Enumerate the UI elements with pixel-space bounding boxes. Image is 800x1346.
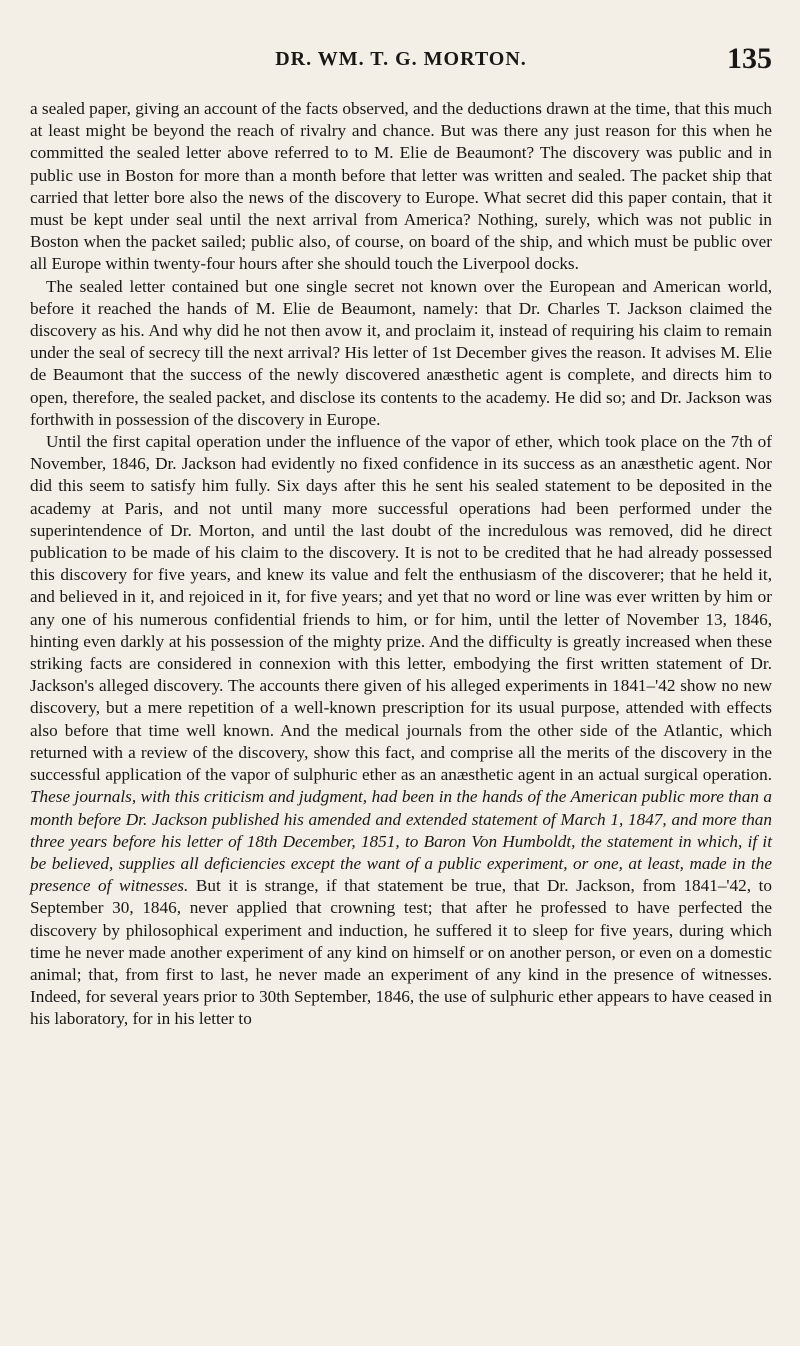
paragraph-3 (30, 431, 772, 1030)
body-text (30, 98, 772, 1031)
paragraph-3-text-b: But it is strange, if that statement be true, that Dr. Jackson, from 1841–'42, to September 30, 1846, never applied that crowning test; that after he professed to have perfected the discovery by philosophical experiment and induction, he suffered it to sleep for five years, during which time he never made another experiment of any kind on himself or on another person, or even on a domestic animal; that, from first to last, he never made an experiment of any kind in the presence of witnesses. Indeed, for several years prior to 30th September, 1846, the use of sulphuric ether appears to have ceased in his laboratory, for in his letter to (30, 876, 773, 1029)
paragraph-1: a sealed paper, giving an account of the facts observed, and the deductions drawn at the time, that this much at least might be beyond the reach of rivalry and chance. But was there any just reason for this when he committed the sealed letter above referred to to M. Elie de Beaumont? The discovery was public and in public use in Boston for more than a month before that letter was written and sealed. The packet ship that carried that letter bore also the news of the discovery to Europe. What secret did this paper contain, that it must be kept under seal until the next arrival from America? Nothing, surely, which was not public in Boston when the packet sailed; public also, of course, on board of the ship, and which must be public over all Europe within twenty-four hours after she should touch the Liverpool docks. (30, 99, 772, 274)
paragraph-3-text-a: Until the first capital operation under the influence of the vapor of ether, which took place on the 7th of November, 1846, Dr. Jackson had evidently no fixed confidence in its success as an anæsthetic agent. Nor did this seem to satisfy him fully. Six days after this he sent his sealed statement to be deposited in the academy at Paris, and not until many more successful operations had been performed under the superintendence of Dr. Morton, and until the last doubt of the incredulous was removed, did he direct publication to be made of his claim to the discovery. It is not to be credited that he had already possessed this discovery for five years, and knew its value and felt the enthusiasm of the discoverer; that he held it, and believed in it, and rejoiced in it, for five years; and yet that no word or line was ever written by him or any one of his numerous confidential friends to him, or for him, until the letter of November 13, 1846, hinting even darkly at his possession of the mighty prize. And the difficulty is greatly increased when these striking facts are considered in connexion with this letter, embodying the first written statement of Dr. Jackson's alleged discovery. The accounts there given of his alleged experiments in 1841–'42 show no new discovery, but a mere repetition of a well-known prescription for its usual purpose, attended with effects also before that time well known. And the medical journals from the other side of the Atlantic, which returned with a review of the discovery, show this fact, and comprise all the merits of the discovery in the successful application of the vapor of sulphuric ether as an anæsthetic agent in an actual surgical operation. (30, 432, 772, 785)
paragraph-2: The sealed letter contained but one single secret not known over the European and American world, before it reached the hands of M. Elie de Beaumont, namely: that Dr. Charles T. Jackson claimed the discovery as his. And why did he not then avow it, and proclaim it, instead of requiring his claim to remain under the seal of secrecy till the next arrival? His letter of 1st December gives the reason. It advises M. Elie de Beaumont that the success of the newly discovered anæsthetic agent is complete, and directs him to open, therefore, the sealed packet, and disclose its contents to the academy. He did so; and Dr. Jackson was forthwith in possession of the discovery in Europe. (30, 276, 772, 429)
page-number: 135 (727, 42, 772, 75)
running-head (30, 28, 772, 78)
paragraph-3-italic: These journals, with this criticism and judgment, had been in the hands of the American public more than a month before Dr. Jackson published his amended and extended statement of March 1, 1847, and more than three years before his letter of 18th December, 1851, to Baron Von Humboldt, the statement in which, if it be believed, supplies all deficiencies except the want of a public experiment, or one, at least, made in the presence of witnesses. (30, 787, 772, 896)
running-title: DR. WM. T. G. MORTON. (275, 48, 527, 70)
